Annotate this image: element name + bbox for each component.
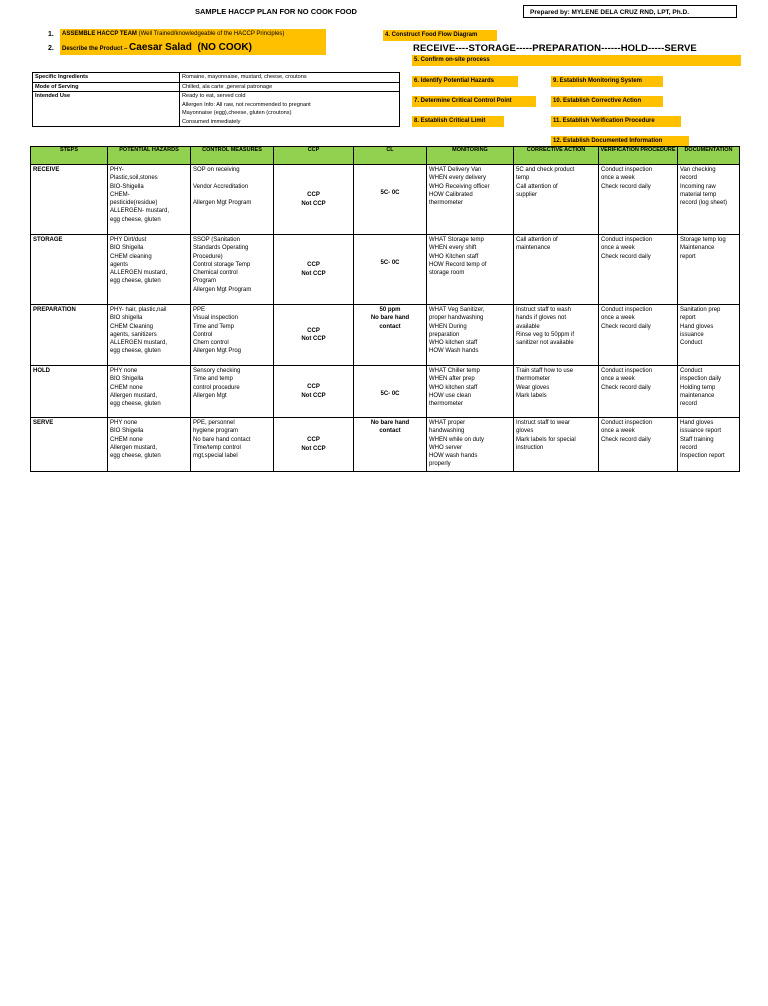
use-line: Allergen Info: All raw, not recommended to pregnant <box>182 101 311 108</box>
cell-line: contact <box>379 428 401 435</box>
cell-line: No bare hand <box>370 420 410 426</box>
cell-line: CHEM none <box>110 384 143 391</box>
step-1-label: ASSEMBLE HACCP TEAM <box>62 31 137 37</box>
cell-line: Storage temp log <box>680 237 726 243</box>
cell-line: available <box>516 323 540 330</box>
step-7: 7. Determine Critical Control Point <box>412 96 536 107</box>
cell-line: egg cheese, gluten <box>110 453 161 460</box>
cell-line: 5C- 0C <box>380 190 400 196</box>
cell-line: Plastic,soil,stones <box>110 175 158 182</box>
cell-line: Sensory checking <box>193 368 241 374</box>
cell-line: Conduct inspection <box>601 420 653 426</box>
cell-line: WHEN while on duty <box>429 436 485 443</box>
documentation-cell <box>678 235 740 305</box>
step-cell: RECEIVE <box>31 165 108 235</box>
cell-line: Not CCP <box>301 270 326 277</box>
cell-line: CHEM- <box>110 191 130 198</box>
cell-line: maintenance <box>516 245 551 252</box>
cell-line: properly <box>429 461 451 468</box>
cell-line: WHEN During <box>429 323 467 330</box>
cell-line: HOW wash hands <box>429 453 478 460</box>
cell-line: control procedure <box>193 384 240 391</box>
cell-line: agents, sanitizers <box>110 331 157 338</box>
cell-line: Check record daily <box>601 323 651 330</box>
cell-line: CHEM none <box>110 436 143 443</box>
cell-line: egg cheese, gluten <box>110 401 161 408</box>
step-cell: PREPARATION <box>31 305 108 366</box>
critical-limit-cell <box>354 235 427 305</box>
cell-line: thermometer <box>516 376 551 383</box>
hazards-cell <box>108 366 191 418</box>
cell-line <box>193 174 271 182</box>
cell-line: CCP <box>307 192 320 199</box>
step-2-label: Describe the Product – <box>62 46 130 52</box>
cell-line: SOP on receiving <box>193 167 240 173</box>
cell-line: Not CCP <box>301 336 326 342</box>
use-value <box>180 92 400 127</box>
cell-line: Time/temp control <box>193 444 241 451</box>
cell-line: Conduct <box>680 340 703 347</box>
step-9: 9. Establish Monitoring System <box>551 76 663 87</box>
cell-line: Not CCP <box>301 392 326 399</box>
table-row <box>31 235 740 305</box>
page-title: SAMPLE HACCP PLAN FOR NO COOK FOOD <box>195 7 357 16</box>
column-header: CL <box>354 147 427 165</box>
cell-line: Staff training <box>680 436 714 443</box>
cell-line: record <box>680 401 698 408</box>
cell-line: 50 ppm <box>379 307 401 313</box>
use-label: Intended Use <box>33 92 180 127</box>
step-4: 4. Construct Food Flow Diagram <box>383 30 497 41</box>
cell-line: sanitizer not available <box>516 340 574 347</box>
step-6: 6. Identify Potential Hazards <box>412 76 518 87</box>
documentation-cell <box>678 418 740 472</box>
cell-line: CHEM Cleaning <box>110 323 154 330</box>
step-cell: HOLD <box>31 366 108 418</box>
cell-line: record (log sheet) <box>680 200 728 207</box>
column-header: CORRECTIVE ACTION <box>514 147 599 165</box>
cell-line: WHO Receiving officer <box>429 183 490 190</box>
product-info-table <box>32 72 400 127</box>
monitoring-cell <box>427 366 514 418</box>
cell-line: WHO kitchen staff <box>429 384 478 391</box>
cell-line: storage room <box>429 270 465 277</box>
cell-line: Not CCP <box>301 445 326 452</box>
cell-line: 5C- 0C <box>380 391 400 397</box>
cell-line: Not CCP <box>301 200 326 207</box>
cell-line: Inspection report <box>680 453 725 460</box>
cell-line: BIO shigella <box>110 315 143 322</box>
ccp-cell <box>274 366 354 418</box>
cell-line: record <box>680 175 698 182</box>
cell-line: Incoming raw <box>680 183 716 190</box>
step-2-number: 2. <box>48 45 54 52</box>
cell-line: Chemical control <box>193 270 238 277</box>
cell-line: PPE <box>193 307 206 313</box>
cell-line: PHY- hair, plastic,nail <box>110 307 167 313</box>
cell-line: issuance <box>680 331 704 338</box>
step-2-highlight <box>60 40 326 55</box>
ccp-cell <box>274 418 354 472</box>
cell-line: Control <box>193 331 213 338</box>
corrective-action-cell <box>514 418 599 472</box>
cell-line: Allergen Mgt Prog <box>193 348 242 355</box>
corrective-action-cell <box>514 305 599 366</box>
column-header: STEPS <box>31 147 108 165</box>
cell-line: thermometer <box>429 200 464 207</box>
cell-line: Procedure) <box>193 253 223 260</box>
corrective-action-cell <box>514 235 599 305</box>
hazards-cell <box>108 165 191 235</box>
table-row <box>31 418 740 472</box>
cell-line: Mark labels <box>516 392 547 399</box>
cell-line: Check record daily <box>601 183 651 190</box>
product-name: Caesar Salad <box>129 42 192 53</box>
cell-line: Train staff how to use <box>516 368 574 374</box>
cell-line: WHEN after prep <box>429 376 475 383</box>
monitoring-cell <box>427 418 514 472</box>
info-row-ingredients <box>33 73 400 83</box>
cell-line: HOW Record temp of <box>429 261 487 268</box>
step-1-note: (Well Trained/knowledgeable of the HACCP Principles) <box>136 31 285 37</box>
step-8: 8. Establish Critical Limit <box>412 116 504 127</box>
cell-line: Allergen mustard, <box>110 392 158 399</box>
cell-line: contact <box>379 323 401 330</box>
column-header: CONTROL MEASURES <box>191 147 274 165</box>
column-header: MONITORING <box>427 147 514 165</box>
cell-line: pesticide(residue) <box>110 200 158 207</box>
info-row-serving <box>33 82 400 92</box>
cell-line: Maintenance <box>680 245 715 252</box>
prepared-by: Prepared by: MYLENE DELA CRUZ RND, LPT, Ph.D. <box>523 5 737 18</box>
cell-line: PHY none <box>110 368 138 374</box>
critical-limit-cell <box>354 418 427 472</box>
documentation-cell <box>678 305 740 366</box>
step-1-highlight <box>60 29 326 40</box>
step-cell: STORAGE <box>31 235 108 305</box>
serving-value: Chilled, ala carte ,general patronage <box>180 82 400 92</box>
monitoring-cell <box>427 165 514 235</box>
cell-line: gloves <box>516 428 534 435</box>
step-12: 12. Establish Documented Information <box>551 136 689 147</box>
cell-line: CCP <box>307 262 320 269</box>
cell-line: preparation <box>429 331 460 338</box>
cell-line: Allergen Mgt Program <box>193 200 252 207</box>
cell-line: BIO Shigella <box>110 245 144 252</box>
cell-line: handwashing <box>429 428 465 435</box>
cell-line: Call attention of <box>516 183 558 190</box>
cell-line: Chem control <box>193 340 229 347</box>
use-line: Consumed immediately <box>182 118 241 125</box>
cell-line: once a week <box>601 428 635 435</box>
cell-line: 5C- 0C <box>380 260 400 266</box>
cell-line: BIO Shigella <box>110 376 144 383</box>
cell-line: CCP <box>307 327 320 334</box>
cell-line: Standards Operating <box>193 245 249 252</box>
cell-line: 5C and check product <box>516 167 575 173</box>
haccp-plan-table <box>30 146 740 472</box>
table-header-row <box>31 147 740 165</box>
cell-line: temp <box>516 175 530 182</box>
cell-line: egg cheese, gluten <box>110 348 161 355</box>
corrective-action-cell <box>514 165 599 235</box>
ingredients-label: Specific Ingredients <box>33 73 180 83</box>
cell-line: Time and temp <box>193 376 233 383</box>
cell-line: Instruct staff to wear <box>516 420 570 426</box>
critical-limit-cell <box>354 305 427 366</box>
cell-line: No bare hand contact <box>193 436 251 443</box>
cell-line: hygiene program <box>193 428 239 435</box>
cell-line: WHAT Veg Sanitizer, <box>429 307 485 313</box>
verification-cell <box>599 165 678 235</box>
cell-line: PHY none <box>110 420 138 426</box>
step-5: 5. Confirm on-site process <box>412 55 741 66</box>
cell-line: WHO kitchen staff <box>429 340 478 347</box>
cell-line: Allergen Mgt Program <box>193 286 252 293</box>
cell-line: CCP <box>307 437 320 444</box>
cell-line: ALLERGEN mustard, <box>110 270 168 277</box>
cell-line: Rinse veg to 50ppm if <box>516 331 575 338</box>
verification-cell <box>599 418 678 472</box>
verification-cell <box>599 235 678 305</box>
cell-line: PPE, personnel <box>193 420 235 426</box>
corrective-action-cell <box>514 366 599 418</box>
cell-line: WHAT Chiller temp <box>429 368 480 374</box>
cell-line: maintenance <box>680 392 715 399</box>
cell-line: WHO Kitchen staff <box>429 253 479 260</box>
critical-limit-cell <box>354 366 427 418</box>
info-row-use <box>33 92 400 127</box>
ccp-cell <box>274 165 354 235</box>
monitoring-cell <box>427 305 514 366</box>
hazards-cell <box>108 418 191 472</box>
column-header: VERIFICATION PROCEDURE <box>599 147 678 165</box>
cell-line: once a week <box>601 245 635 252</box>
cell-line: material temp <box>680 191 717 198</box>
hazards-cell <box>108 305 191 366</box>
cell-line: BIO-Shigella <box>110 183 144 190</box>
cell-line: WHEN every delivery <box>429 175 487 182</box>
ccp-cell <box>274 235 354 305</box>
cell-line: issuance report <box>680 428 722 435</box>
cell-line: Holding temp <box>680 384 716 391</box>
cell-line: instruction <box>516 444 544 451</box>
cell-line: Visual inspection <box>193 315 238 322</box>
ccp-cell <box>274 305 354 366</box>
cell-line: Conduct inspection <box>601 237 653 243</box>
cell-line: egg cheese, gluten <box>110 278 161 285</box>
cell-line: WHO server <box>429 444 462 451</box>
cell-line: HOW Wash hands <box>429 348 479 355</box>
verification-cell <box>599 366 678 418</box>
cell-line: Conduct inspection <box>601 167 653 173</box>
cell-line: ALLERGEN- mustard, <box>110 208 170 215</box>
cell-line: record <box>680 444 698 451</box>
table-row <box>31 366 740 418</box>
cell-line: Call attention of <box>516 237 558 243</box>
food-flow-diagram: RECEIVE----STORAGE-----PREPARATION------HOLD-----SERVE <box>413 43 697 54</box>
control-measures-cell <box>191 305 274 366</box>
control-measures-cell <box>191 165 274 235</box>
cell-line: HOW Calibrated <box>429 191 473 198</box>
cell-line: egg cheese, gluten <box>110 216 161 223</box>
step-cell: SERVE <box>31 418 108 472</box>
cell-line: Conduct <box>680 368 703 374</box>
cell-line: proper handwashing <box>429 315 484 322</box>
cell-line: agents <box>110 261 129 268</box>
cell-line: Vendor Accreditation <box>193 183 249 190</box>
cell-line: ALLERGEN mustard, <box>110 340 168 347</box>
cell-line: Hand gloves <box>680 323 714 330</box>
cell-line: PHY Dirt/dust <box>110 237 147 243</box>
cell-line: WHAT Delivery Van <box>429 167 482 173</box>
cell-line: Conduct inspection <box>601 307 653 313</box>
verification-cell <box>599 305 678 366</box>
cell-line: BIO Shigella <box>110 428 144 435</box>
ingredients-value: Romaine, mayonnaise, mustard, cheese, croutons <box>180 73 400 83</box>
cell-line: Wear gloves <box>516 384 550 391</box>
hazards-cell <box>108 235 191 305</box>
cell-line: WHEN every shift <box>429 245 477 252</box>
column-header: DOCUMENTATION <box>678 147 740 165</box>
column-header: CCP <box>274 147 354 165</box>
column-header: POTENTIAL HAZARDS <box>108 147 191 165</box>
cell-line: CHEM cleaning <box>110 253 152 260</box>
cell-line: hands if gloves not <box>516 315 567 322</box>
cell-line: SSOP (Sanitation <box>193 237 240 243</box>
cell-line: Allergen mustard, <box>110 444 158 451</box>
step-1 <box>48 31 54 38</box>
control-measures-cell <box>191 418 274 472</box>
cell-line: Van checking <box>680 167 716 173</box>
cell-line: Sanitation prep <box>680 307 721 313</box>
cell-line: report <box>680 315 696 322</box>
cell-line: Check record daily <box>601 436 651 443</box>
cell-line: Hand gloves <box>680 420 714 426</box>
step-2 <box>48 45 54 52</box>
cell-line: No bare hand <box>370 315 410 322</box>
product-type: (NO COOK) <box>197 42 252 53</box>
cell-line: report <box>680 253 696 260</box>
cell-line: mgt,special label <box>193 453 238 460</box>
cell-line: WHAT Storage temp <box>429 237 484 243</box>
cell-line: thermometer <box>429 401 464 408</box>
control-measures-cell <box>191 235 274 305</box>
use-line: Ready to eat, served cold <box>182 93 246 99</box>
cell-line: Control storage Temp <box>193 261 251 268</box>
use-line: Mayonnaise (egg),cheese, gluten (croutons) <box>182 110 292 116</box>
cell-line: once a week <box>601 175 635 182</box>
cell-line: once a week <box>601 376 635 383</box>
documentation-cell <box>678 366 740 418</box>
cell-line: Time and Temp <box>193 323 235 330</box>
control-measures-cell <box>191 366 274 418</box>
critical-limit-cell <box>354 165 427 235</box>
cell-line: Program <box>193 278 217 285</box>
cell-line: PHY- <box>110 167 124 173</box>
monitoring-cell <box>427 235 514 305</box>
cell-line: once a week <box>601 315 635 322</box>
cell-line: Check record daily <box>601 253 651 260</box>
cell-line: WHAT proper <box>429 420 466 426</box>
cell-line: CCP <box>307 384 320 391</box>
cell-line <box>193 191 271 199</box>
cell-line: Mark labels for special <box>516 436 576 443</box>
cell-line: Check record daily <box>601 384 651 391</box>
cell-line: HOW use clean <box>429 392 472 399</box>
table-row <box>31 165 740 235</box>
documentation-cell <box>678 165 740 235</box>
table-row <box>31 305 740 366</box>
cell-line: Instruct staff to wash <box>516 307 571 313</box>
cell-line: supplier <box>516 191 538 198</box>
step-10: 10. Establish Corrective Action <box>551 96 663 107</box>
cell-line: Allergen Mgt <box>193 392 227 399</box>
cell-line: Conduct inspection <box>601 368 653 374</box>
step-11: 11. Establish Verification Procedure <box>551 116 681 127</box>
serving-label: Mode of Serving <box>33 82 180 92</box>
step-1-number: 1. <box>48 31 54 38</box>
cell-line: inspection daily <box>680 376 722 383</box>
